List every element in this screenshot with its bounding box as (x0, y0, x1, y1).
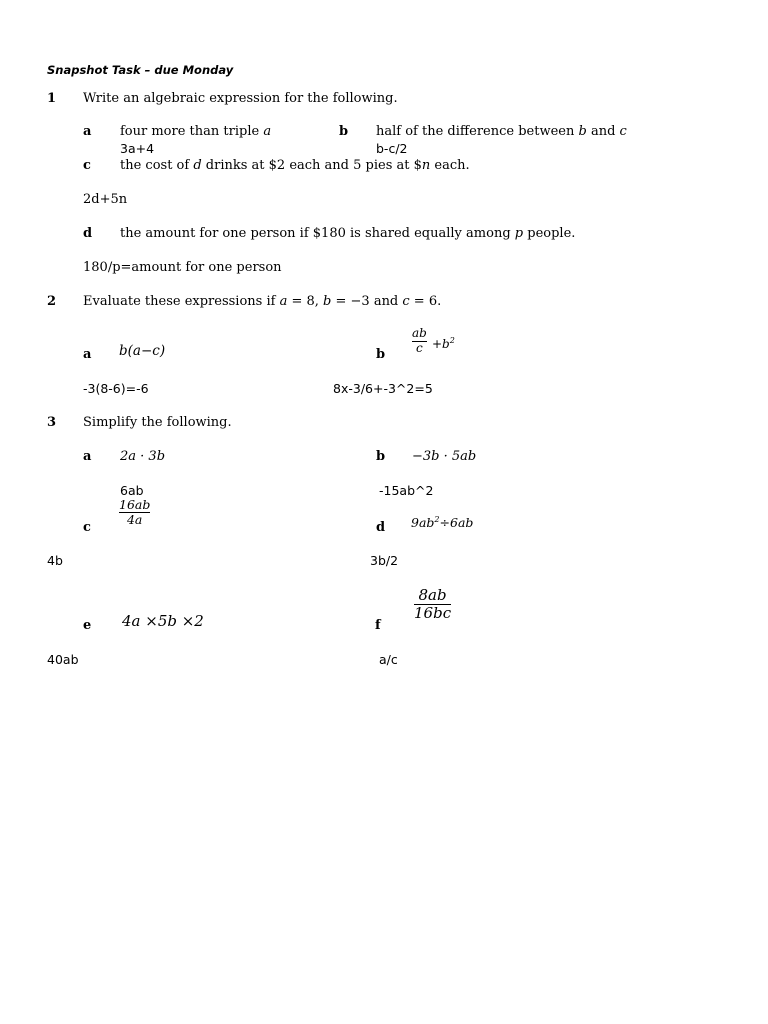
q2-prompt-b-val: = −3 and (331, 294, 403, 309)
q3f-fraction (414, 587, 451, 623)
q3f-label: f (375, 618, 381, 633)
q1c-answer: 2d+5n (83, 192, 128, 207)
page-title: Snapshot Task – due Monday (47, 63, 234, 77)
question-2-number: 2 (47, 294, 57, 309)
question-2-prompt (83, 294, 441, 309)
q3a-label: a (83, 449, 92, 464)
q3e-answer: 40ab (47, 652, 79, 667)
q1b-text (376, 124, 627, 139)
q2-prompt-a-val: = 8, (287, 294, 324, 309)
q3d-answer: 3b/2 (370, 553, 399, 568)
q1a-answer: 3a+4 (120, 141, 155, 156)
q2b-superscript: 2 (449, 336, 455, 345)
q1c-var1: d (193, 158, 202, 173)
q3b-expression: −3b · 5ab (412, 449, 477, 464)
q3d-superscript: 2 (434, 515, 440, 524)
q1d-var: p (514, 226, 524, 241)
q2b-plus: +b (432, 337, 450, 351)
q1b-mid: and (586, 124, 620, 139)
q3c-denominator: 4a (126, 512, 143, 528)
q1a-label: a (83, 124, 92, 139)
question-3-prompt: Simplify the following. (83, 415, 232, 430)
q2-prompt-a: a (279, 294, 288, 309)
q3c-fraction (119, 498, 150, 528)
q1d-post: people. (523, 226, 576, 241)
q1b-text-pre: half of the difference between (376, 124, 579, 139)
q3f-denominator: 16bc (414, 604, 452, 623)
q1a-text-pre: four more than triple (120, 124, 264, 139)
q3d-expression (411, 515, 473, 530)
q1b-var1: b (578, 124, 587, 139)
q2-prompt-c: c (402, 294, 410, 309)
q2b-numerator: ab (412, 326, 427, 340)
q1d-label: d (83, 226, 93, 241)
q3d-expr-pre: 9ab (411, 515, 435, 531)
q1c-post: each. (430, 158, 470, 173)
q3f-answer: a/c (379, 652, 398, 667)
q3f-numerator: 8ab (418, 586, 447, 604)
question-3-number: 3 (47, 415, 57, 430)
q2-prompt-pre: Evaluate these expressions if (83, 294, 280, 309)
q3d-label: d (376, 520, 386, 535)
q3b-answer: -15ab^2 (379, 483, 434, 498)
q3e-expression: 4a ×5b ×2 (122, 612, 204, 630)
q2a-label: a (83, 347, 92, 362)
q2a-answer: -3(8-6)=-6 (83, 381, 149, 396)
q1b-label: b (339, 124, 349, 139)
q2b-answer: 8x-3/6+-3^2=5 (333, 381, 433, 396)
q2b-denominator: c (416, 340, 423, 355)
q3b-label: b (376, 449, 386, 464)
q2b-label: b (376, 347, 386, 362)
question-1-prompt: Write an algebraic expression for the following. (83, 91, 398, 106)
question-1-number: 1 (47, 91, 57, 106)
q1b-var2: c (619, 124, 627, 139)
q3c-label: c (83, 520, 91, 535)
q3a-answer: 6ab (120, 483, 144, 498)
q1d-answer: 180/p=amount for one person (83, 260, 282, 275)
q1d-text-pre: the amount for one person if $180 is shared equally among (120, 226, 515, 241)
q1c-text (120, 158, 470, 173)
q2b-fraction (412, 327, 427, 356)
q3e-label: e (83, 618, 92, 633)
q3d-expr-post: ÷6ab (439, 515, 474, 531)
q1c-text-pre: the cost of (120, 158, 194, 173)
q3c-numerator: 16ab (119, 497, 151, 512)
q1b-answer: b-c/2 (376, 141, 408, 156)
q2-prompt-c-val: = 6. (409, 294, 442, 309)
q2a-expression: b(a−c) (119, 343, 166, 359)
q3a-expression: 2a · 3b (120, 449, 166, 464)
q3c-answer: 4b (47, 553, 63, 568)
q1a-text (120, 124, 271, 139)
q2b-plus-term (432, 336, 455, 351)
q1c-var2: n (421, 158, 431, 173)
q1c-label: c (83, 158, 91, 173)
q1d-text (120, 226, 575, 241)
q2-prompt-b: b (323, 294, 332, 309)
q1a-var: a (263, 124, 272, 139)
q1c-mid: drinks at $2 each and 5 pies at $ (201, 158, 422, 173)
